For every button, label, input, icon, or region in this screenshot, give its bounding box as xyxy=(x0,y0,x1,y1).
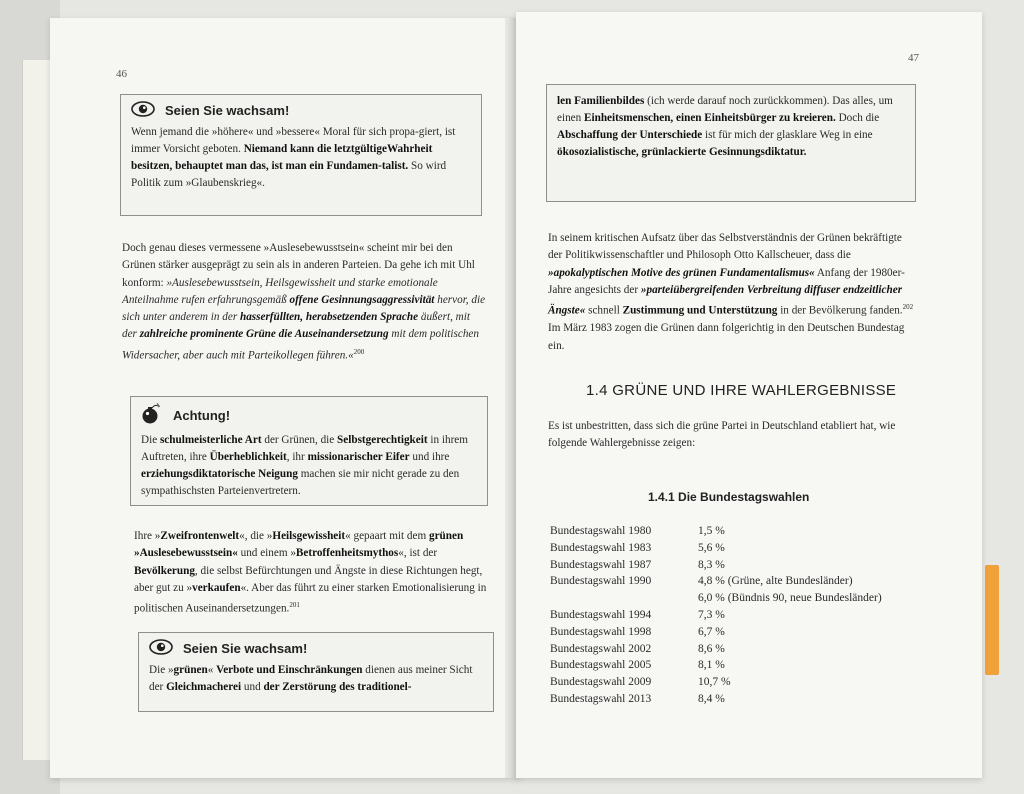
result-value: 8,1 % xyxy=(698,659,725,672)
warning-box-continued xyxy=(546,84,916,202)
result-label: Bundestagswahl 1990 xyxy=(550,575,652,588)
result-value: 4,8 % (Grüne, alte Bundesländer) xyxy=(698,575,853,588)
page-number: 46 xyxy=(116,68,127,80)
box-text: Wenn jemand die »höhere« und »bessere« Moral für sich propa-giert, ist immer Vorsicht geboten. Niemand kann die letztgültigeWahrheit besitzen, behauptet man das, ist man ein Fundamen-talist. So wird Politik zum »Glaubenskrieg«. xyxy=(131,126,456,189)
result-value: 5,6 % xyxy=(698,541,725,554)
bomb-icon xyxy=(141,403,163,430)
body-paragraph: Doch genau dieses vermessene »Auslesebewusstsein« scheint mir bei den Grünen stärker ausgeprägt zu sein als in anderen Parteien. Da gehe ich mit Uhl konform: »Auslesebewusstsein, Heilsgewissheit und starke emotionale Anteilnahme rufen erfahrungsgemäß offene Gesinnungsaggressivität hervor, die sich unter anderem in der hasserfüllten, herabsetzenden Sprache äußert, mit der zahlreiche prominente Grüne die Auseinandersetzung mit dem politischen Widersacher, aber auch mit Parteikollegen führen.«$^{200}$ xyxy=(122,242,486,362)
result-row xyxy=(550,591,882,606)
page-number: 47 xyxy=(908,52,919,64)
result-row xyxy=(550,625,725,640)
box-text: Die schulmeisterliche Art der Grünen, die Selbstgerechtigkeit in ihrem Auftreten, ihre Überheblichkeit, ihr missionarischer Eifer und ihre erziehungsdiktatorische Neigung machen sie mir nicht gerade zu den sympathischsten Parteienvertretern. xyxy=(141,434,468,497)
result-label: Bundestagswahl 2013 xyxy=(550,693,652,705)
result-row xyxy=(550,658,725,673)
result-label: Bundestagswahl 1994 xyxy=(550,609,652,621)
result-label: Bundestagswahl 2005 xyxy=(550,659,652,672)
result-row xyxy=(550,541,725,556)
box-title: Seien Sie wachsam! xyxy=(183,641,308,657)
result-label: Bundestagswahl 2002 xyxy=(550,642,652,655)
result-row xyxy=(550,574,853,589)
result-label: Bundestagswahl 1998 xyxy=(550,625,652,638)
result-value: 8,4 % xyxy=(698,693,725,705)
result-row xyxy=(550,558,725,573)
background-object xyxy=(985,565,999,675)
body-paragraph: In seinem kritischen Aufsatz über das Selbstverständnis der Grünen bekräftigte der Politikwissenschaftler und Philosoph Otto Kallscheuer, dass die »apokalyptischen Motive des grünen Fundamentalismus« Anfang der 1980er-Jahre angesichts der »parteiübergreifenden Verbreitung diffuser endzeitlicher Ängste« schnell Zustimmung und Unterstützung in der Bevölkerung fanden.$^{202}$ Im März 1983 zogen die Grünen dann folgerichtig in den Deutschen Bundestag ein. xyxy=(548,232,914,352)
result-label: Bundestagswahl 1983 xyxy=(550,541,652,554)
box-title: Achtung! xyxy=(173,408,231,424)
body-paragraph: Ihre »Zweifrontenwelt«, die »Heilsgewissheit« gepaart mit dem grünen »Auslesebewusstsein« und einem »Betroffenheitsmythos«, ist der Bevölkerung, die selbst Befürchtungen und Ängste in diese Richtungen hegt, aber gut zu »verkaufen«. Aber das führt zu einer starken Emotionalisierung in politischen Auseinandersetzungen.$^{201}$ xyxy=(134,530,487,615)
result-value: 6,7 % xyxy=(698,625,725,638)
result-row xyxy=(550,608,725,623)
result-row xyxy=(550,675,731,690)
result-row xyxy=(550,642,725,657)
result-label: Bundestagswahl 2009 xyxy=(550,676,652,689)
box-title: Seien Sie wachsam! xyxy=(165,103,290,119)
right-page xyxy=(516,12,982,778)
box-text: Die »grünen« Verbote und Einschränkungen dienen aus meiner Sicht der Gleichmacherei und der Zerstörung des traditionel- xyxy=(149,664,473,693)
result-value: 8,3 % xyxy=(698,558,725,571)
warning-box-watchful xyxy=(138,632,494,712)
warning-box-attention xyxy=(130,396,488,506)
result-row xyxy=(550,692,725,707)
left-page xyxy=(50,18,520,778)
result-value: 10,7 % xyxy=(698,676,731,689)
result-value: 8,6 % xyxy=(698,642,725,655)
body-paragraph: Es ist unbestritten, dass sich die grüne Partei in Deutschland etabliert hat, wie folgende Wahlergebnisse zeigen: xyxy=(548,420,896,450)
result-value: 6,0 % (Bündnis 90, neue Bundesländer) xyxy=(698,592,882,605)
result-label: Bundestagswahl 1987 xyxy=(550,558,652,571)
eye-icon xyxy=(149,639,173,660)
result-row xyxy=(550,524,725,539)
result-value: 1,5 % xyxy=(698,525,725,537)
result-label: Bundestagswahl 1980 xyxy=(550,525,652,537)
subsection-heading: 1.4.1 Die Bundestagswahlen xyxy=(648,490,810,504)
section-heading: 1.4 GRÜNE UND IHRE WAHLERGEBNISSE xyxy=(586,382,897,399)
box-text: len Familienbildes (ich werde darauf noch zurückkommen). Das alles, um einen Einheitsmenschen, einen Einheitsbürger zu kreieren. Doch die Abschaffung der Unterschiede ist für mich der glasklare Weg in eine ökosozialistische, grünlackierte Gesinnungsdiktatur. xyxy=(557,95,893,158)
warning-box-watchful xyxy=(120,94,482,216)
eye-icon xyxy=(131,101,155,122)
result-value: 7,3 % xyxy=(698,609,725,621)
